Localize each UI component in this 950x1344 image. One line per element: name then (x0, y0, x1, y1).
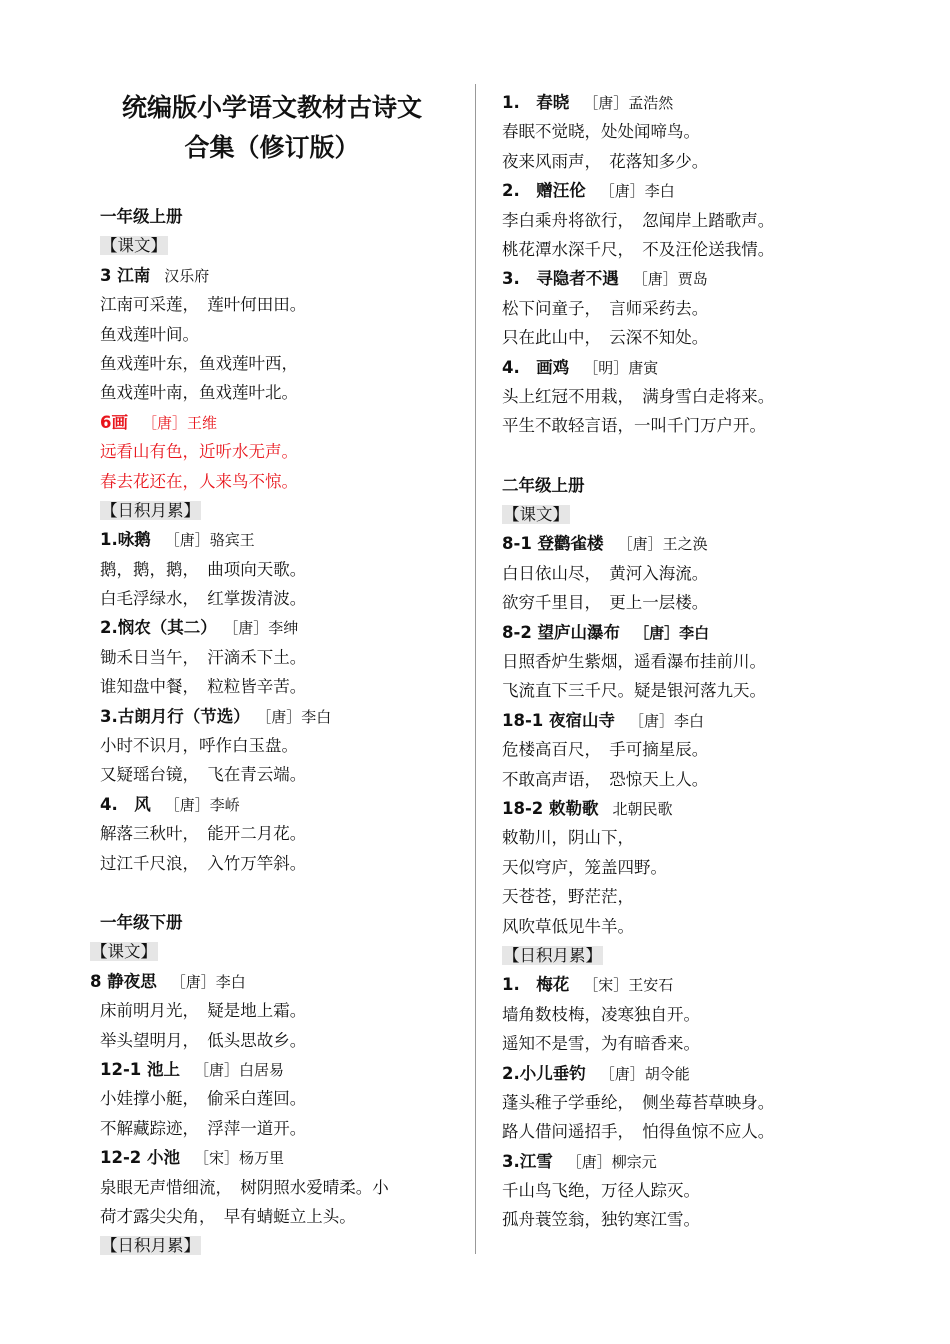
poem-line: 泉眼无声惜细流， 树阴照水爱晴柔。小 (100, 1177, 389, 1197)
poem-title: 1. 春晓 ［唐］孟浩然 (502, 93, 674, 112)
poem-line: 蓬头稚子学垂纶， 侧坐莓苔草映身。 (502, 1092, 775, 1112)
poem-line: 鱼戏莲叶东，鱼戏莲叶西， (100, 353, 298, 373)
poem-title: 3.江雪 ［唐］柳宗元 (502, 1151, 657, 1171)
poem-title: 8-2 望庐山瀑布 ［唐］李白 (502, 622, 710, 642)
poem-line: 日照香炉生紫烟，遥看瀑布挂前川。 (502, 652, 766, 672)
poem-line: 孤舟蓑笠翁，独钓寒江雪。 (502, 1210, 700, 1230)
poem-line: 只在此山中， 云深不知处。 (502, 328, 709, 348)
poem-title: 4. 风 ［唐］李峤 (100, 794, 240, 814)
section-label: 【课文】 (91, 942, 157, 962)
poem-line: 天苍苍，野茫茫， (502, 887, 634, 907)
poem-line: 解落三秋叶， 能开二月花。 (100, 824, 307, 844)
poem-line: 鱼戏莲叶南，鱼戏莲叶北。 (100, 383, 298, 403)
poem-line: 不解藏踪迹， 浮萍一道开。 (100, 1118, 307, 1138)
poem-title: 6画 ［唐］王维 (100, 412, 217, 432)
poem-title: 18-2 敕勒歌 北朝民歌 (502, 798, 673, 818)
poem-line: 天似穹庐，笼盖四野。 (502, 857, 667, 877)
poem-line: 墙角数枝梅，凌寒独自开。 (502, 1004, 700, 1024)
poem-line: 江南可采莲， 莲叶何田田。 (100, 295, 307, 315)
poem-line: 鹅，鹅，鹅， 曲项向天歌。 (100, 559, 307, 579)
poem-line: 路人借问遥招手， 怕得鱼惊不应人。 (502, 1122, 775, 1142)
grade-heading: 一年级上册 (100, 207, 183, 226)
poem-line: 床前明月光， 疑是地上霜。 (100, 1001, 307, 1021)
poem-title: 4. 画鸡 ［明］唐寅 (502, 357, 659, 377)
poem-title: 2.小儿垂钓 ［唐］胡令能 (502, 1063, 690, 1083)
poem-line: 谁知盘中餐， 粒粒皆辛苦。 (100, 677, 307, 697)
poem-line: 过江千尺浪， 入竹万竿斜。 (100, 853, 307, 873)
poem-title: 12-1 池上 ［唐］白居易 (100, 1059, 285, 1079)
grade-heading: 二年级上册 (502, 475, 585, 495)
poem-line: 松下问童子， 言师采药去。 (502, 298, 709, 318)
poem-title: 1. 梅花 ［宋］王安石 (502, 975, 674, 995)
poem-title: 3 江南 汉乐府 (100, 265, 210, 285)
poem-line: 遥知不是雪，为有暗香来。 (502, 1034, 700, 1054)
poem-line: 平生不敢轻言语，一叫千门万户开。 (502, 416, 766, 436)
poem-title: 1.咏鹅 ［唐］骆宾王 (100, 530, 255, 550)
poem-line: 头上红冠不用栽， 满身雪白走将来。 (502, 386, 775, 406)
poem-line: 白毛浮绿水， 红掌拨清波。 (100, 589, 307, 609)
section-label: 【课文】 (503, 505, 569, 525)
right-column (502, 88, 842, 1235)
poem-line: 举头望明月， 低头思故乡。 (100, 1030, 307, 1050)
poem-line: 敕勒川，阴山下， (502, 828, 634, 848)
section-label: 【课文】 (101, 236, 167, 256)
poem-line: 春去花还在，人来鸟不惊。 (100, 471, 298, 491)
poem-title: 3. 寻隐者不遇 ［唐］贾岛 (502, 269, 708, 289)
poem-line: 夜来风雨声， 花落知多少。 (502, 151, 709, 171)
poem-line: 又疑瑶台镜， 飞在青云端。 (100, 765, 307, 785)
poem-line: 春眠不觉晓，处处闻啼鸟。 (502, 122, 700, 142)
poem-line: 远看山有色，近听水无声。 (100, 442, 298, 462)
poem-line: 欲穷千里目， 更上一层楼。 (502, 593, 709, 613)
column-divider (475, 84, 476, 1254)
poem-line: 鱼戏莲叶间。 (100, 324, 199, 344)
doc-title-line2: 合集（修订版） (184, 133, 360, 162)
left-column (90, 88, 460, 1261)
poem-line: 荷才露尖尖角， 早有蜻蜓立上头。 (100, 1206, 356, 1226)
poem-title: 3.古朗月行（节选） ［唐］李白 (100, 706, 332, 726)
poem-line: 桃花潭水深千尺， 不及汪伦送我情。 (502, 239, 775, 259)
poem-title: 12-2 小池 ［宋］杨万里 (100, 1148, 285, 1168)
poem-line: 小娃撑小艇， 偷采白莲回。 (100, 1089, 307, 1109)
doc-title-line1: 统编版小学语文教材古诗文 (121, 93, 422, 122)
poem-title: 2. 赠汪伦 ［唐］李白 (502, 181, 675, 201)
poem-title: 8 静夜思 ［唐］李白 (90, 971, 246, 991)
section-label: 【日积月累】 (101, 1236, 200, 1256)
poem-line: 白日依山尽， 黄河入海流。 (502, 563, 709, 583)
grade-heading: 一年级下册 (100, 912, 183, 932)
section-label: 【日积月累】 (101, 500, 200, 520)
poem-line: 千山鸟飞绝，万径人踪灭。 (502, 1181, 700, 1201)
poem-title: 8-1 登鹳雀楼 ［唐］王之涣 (502, 534, 708, 554)
poem-line: 危楼高百尺， 手可摘星辰。 (502, 740, 709, 760)
poem-line: 锄禾日当午， 汗滴禾下土。 (100, 647, 307, 667)
poem-title: 18-1 夜宿山寺 ［唐］李白 (502, 710, 705, 730)
section-label: 【日积月累】 (503, 945, 602, 965)
poem-line: 小时不识月，呼作白玉盘。 (100, 736, 298, 756)
poem-line: 李白乘舟将欲行， 忽闻岸上踏歌声。 (502, 210, 775, 230)
poem-line: 不敢高声语， 恐惊天上人。 (502, 769, 709, 789)
poem-line: 风吹草低见牛羊。 (502, 916, 634, 936)
poem-title: 2.悯农（其二） ［唐］李绅 (100, 618, 299, 638)
poem-line: 飞流直下三千尺。疑是银河落九天。 (502, 681, 766, 701)
